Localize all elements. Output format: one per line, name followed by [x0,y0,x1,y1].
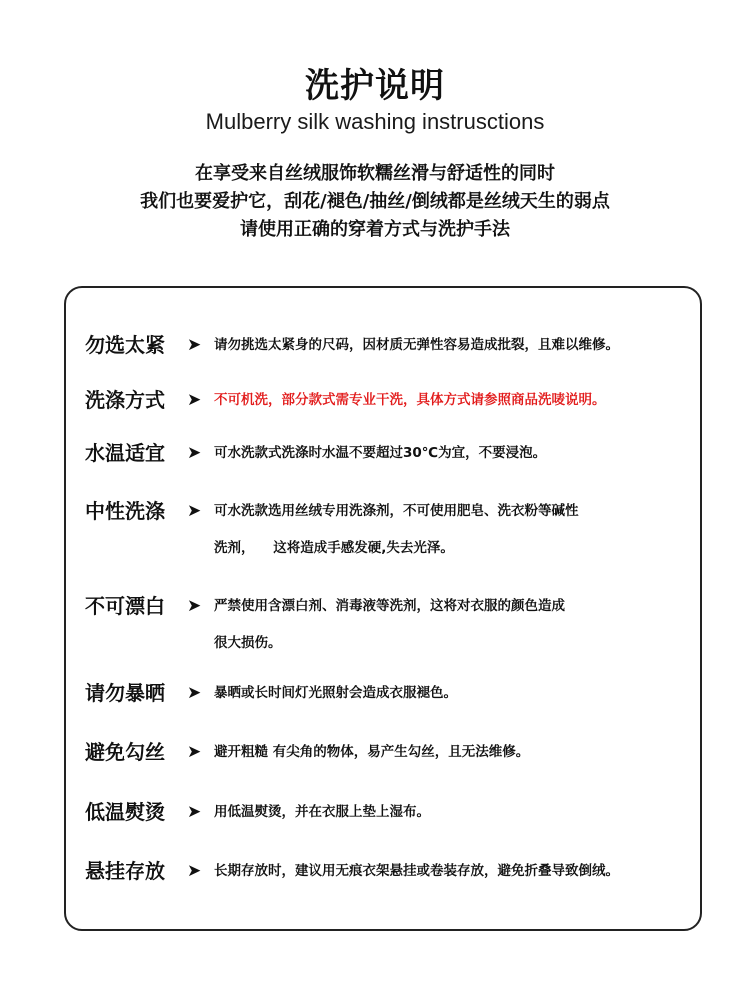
arrow-right-icon: ➤ [187,683,202,703]
care-item-description: 请勿挑选太紧身的尺码，因材质无弹性容易造成批裂，且难以维修。 [214,337,619,353]
arrow-right-icon: ➤ [187,861,202,881]
arrow-right-icon: ➤ [187,742,202,762]
arrow-right-icon: ➤ [187,390,202,410]
intro-line: 请使用正确的穿着方式与洗护手法 [240,219,510,240]
care-item-label: 勿选太紧 [85,333,165,357]
page-title: 洗护说明 [305,66,445,106]
care-item-label: 避免勾丝 [85,740,165,764]
arrow-right-icon: ➤ [187,443,202,463]
intro-line: 我们也要爱护它，刮花/褪色/抽丝/倒绒都是丝绒天生的弱点 [140,191,610,212]
intro-line: 在享受来自丝绒服饰软糯丝滑与舒适性的同时 [195,163,555,184]
care-item-description: 可水洗款选用丝绒专用洗涤剂，不可使用肥皂、洗衣粉等碱性 洗剂， 这将造成手感发硬,失去光泽。 [214,503,579,556]
care-item-description: 可水洗款式洗涤时水温不要超过30℃为宜，不要浸泡。 [214,445,547,461]
arrow-right-icon: ➤ [187,802,202,822]
care-item-label: 不可漂白 [85,594,165,618]
care-item-description: 暴晒或长时间灯光照射会造成衣服褪色。 [214,685,457,701]
arrow-right-icon: ➤ [187,596,202,616]
care-item-description-warning: 不可机洗，部分款式需专业干洗，具体方式请参照商品洗唛说明。 [214,392,606,408]
care-item-label: 请勿暴晒 [85,681,165,705]
care-item-label: 水温适宜 [85,441,165,465]
care-item-label: 低温熨烫 [85,800,165,824]
care-item-description: 严禁使用含漂白剂、消毒液等洗剂，这将对衣服的颜色造成 很大损伤。 [214,598,565,651]
page-subtitle: Mulberry silk washing instrusctions [205,109,545,134]
care-item-label: 悬挂存放 [85,859,165,883]
care-item-description: 长期存放时，建议用无痕衣架悬挂或卷装存放，避免折叠导致倒绒。 [214,863,619,879]
arrow-right-icon: ➤ [187,335,202,355]
care-item-label: 中性洗涤 [85,499,165,523]
arrow-right-icon: ➤ [187,501,202,521]
care-item-description: 用低温熨烫，并在衣服上垫上湿布。 [214,804,430,820]
care-item-label: 洗涤方式 [85,388,165,412]
care-item-description: 避开粗糙 有尖角的物体，易产生勾丝，且无法维修。 [214,744,530,760]
intro-paragraph [0,160,750,244]
